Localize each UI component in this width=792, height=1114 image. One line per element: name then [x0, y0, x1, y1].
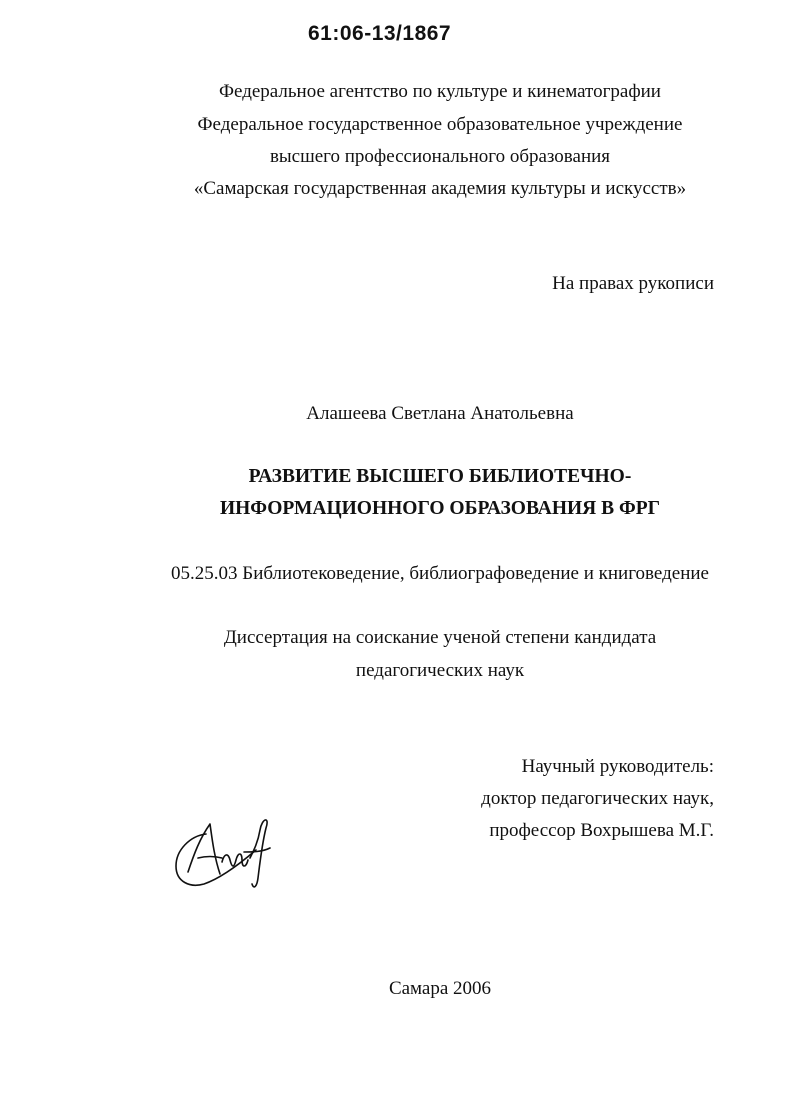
- supervisor-degree: доктор педагогических наук,: [481, 788, 714, 809]
- organization-line-2: Федеральное государственное образовательное учреждение: [197, 114, 683, 135]
- dissertation-title-line-1: РАЗВИТИЕ ВЫСШЕГО БИБЛИОТЕЧНО-: [248, 466, 632, 487]
- organization-line-4: «Самарская государственная академия культуры и искусств»: [193, 178, 687, 199]
- supervisor-name: профессор Вохрышева М.Г.: [489, 820, 714, 841]
- specialty: 05.25.03 Библиотековедение, библиографоведение и книговедение: [171, 563, 709, 584]
- degree-line-1: Диссертация на соискание ученой степени кандидата: [223, 627, 657, 648]
- degree-line-2: педагогических наук: [355, 660, 525, 681]
- organization-line-1: Федеральное агентство по культуре и кинематографии: [219, 81, 661, 102]
- supervisor-label: Научный руководитель:: [521, 756, 714, 777]
- place-and-year: Самара 2006: [388, 978, 492, 999]
- author-name: Алашеева Светлана Анатольевна: [306, 403, 574, 424]
- dissertation-title-line-2: ИНФОРМАЦИОННОГО ОБРАЗОВАНИЯ В ФРГ: [219, 498, 661, 519]
- archive-code: 61:06-13/1867: [308, 22, 452, 45]
- manuscript-note: На правах рукописи: [552, 273, 714, 294]
- organization-line-3: высшего профессионального образования: [269, 146, 611, 167]
- handwritten-signature: [170, 812, 280, 894]
